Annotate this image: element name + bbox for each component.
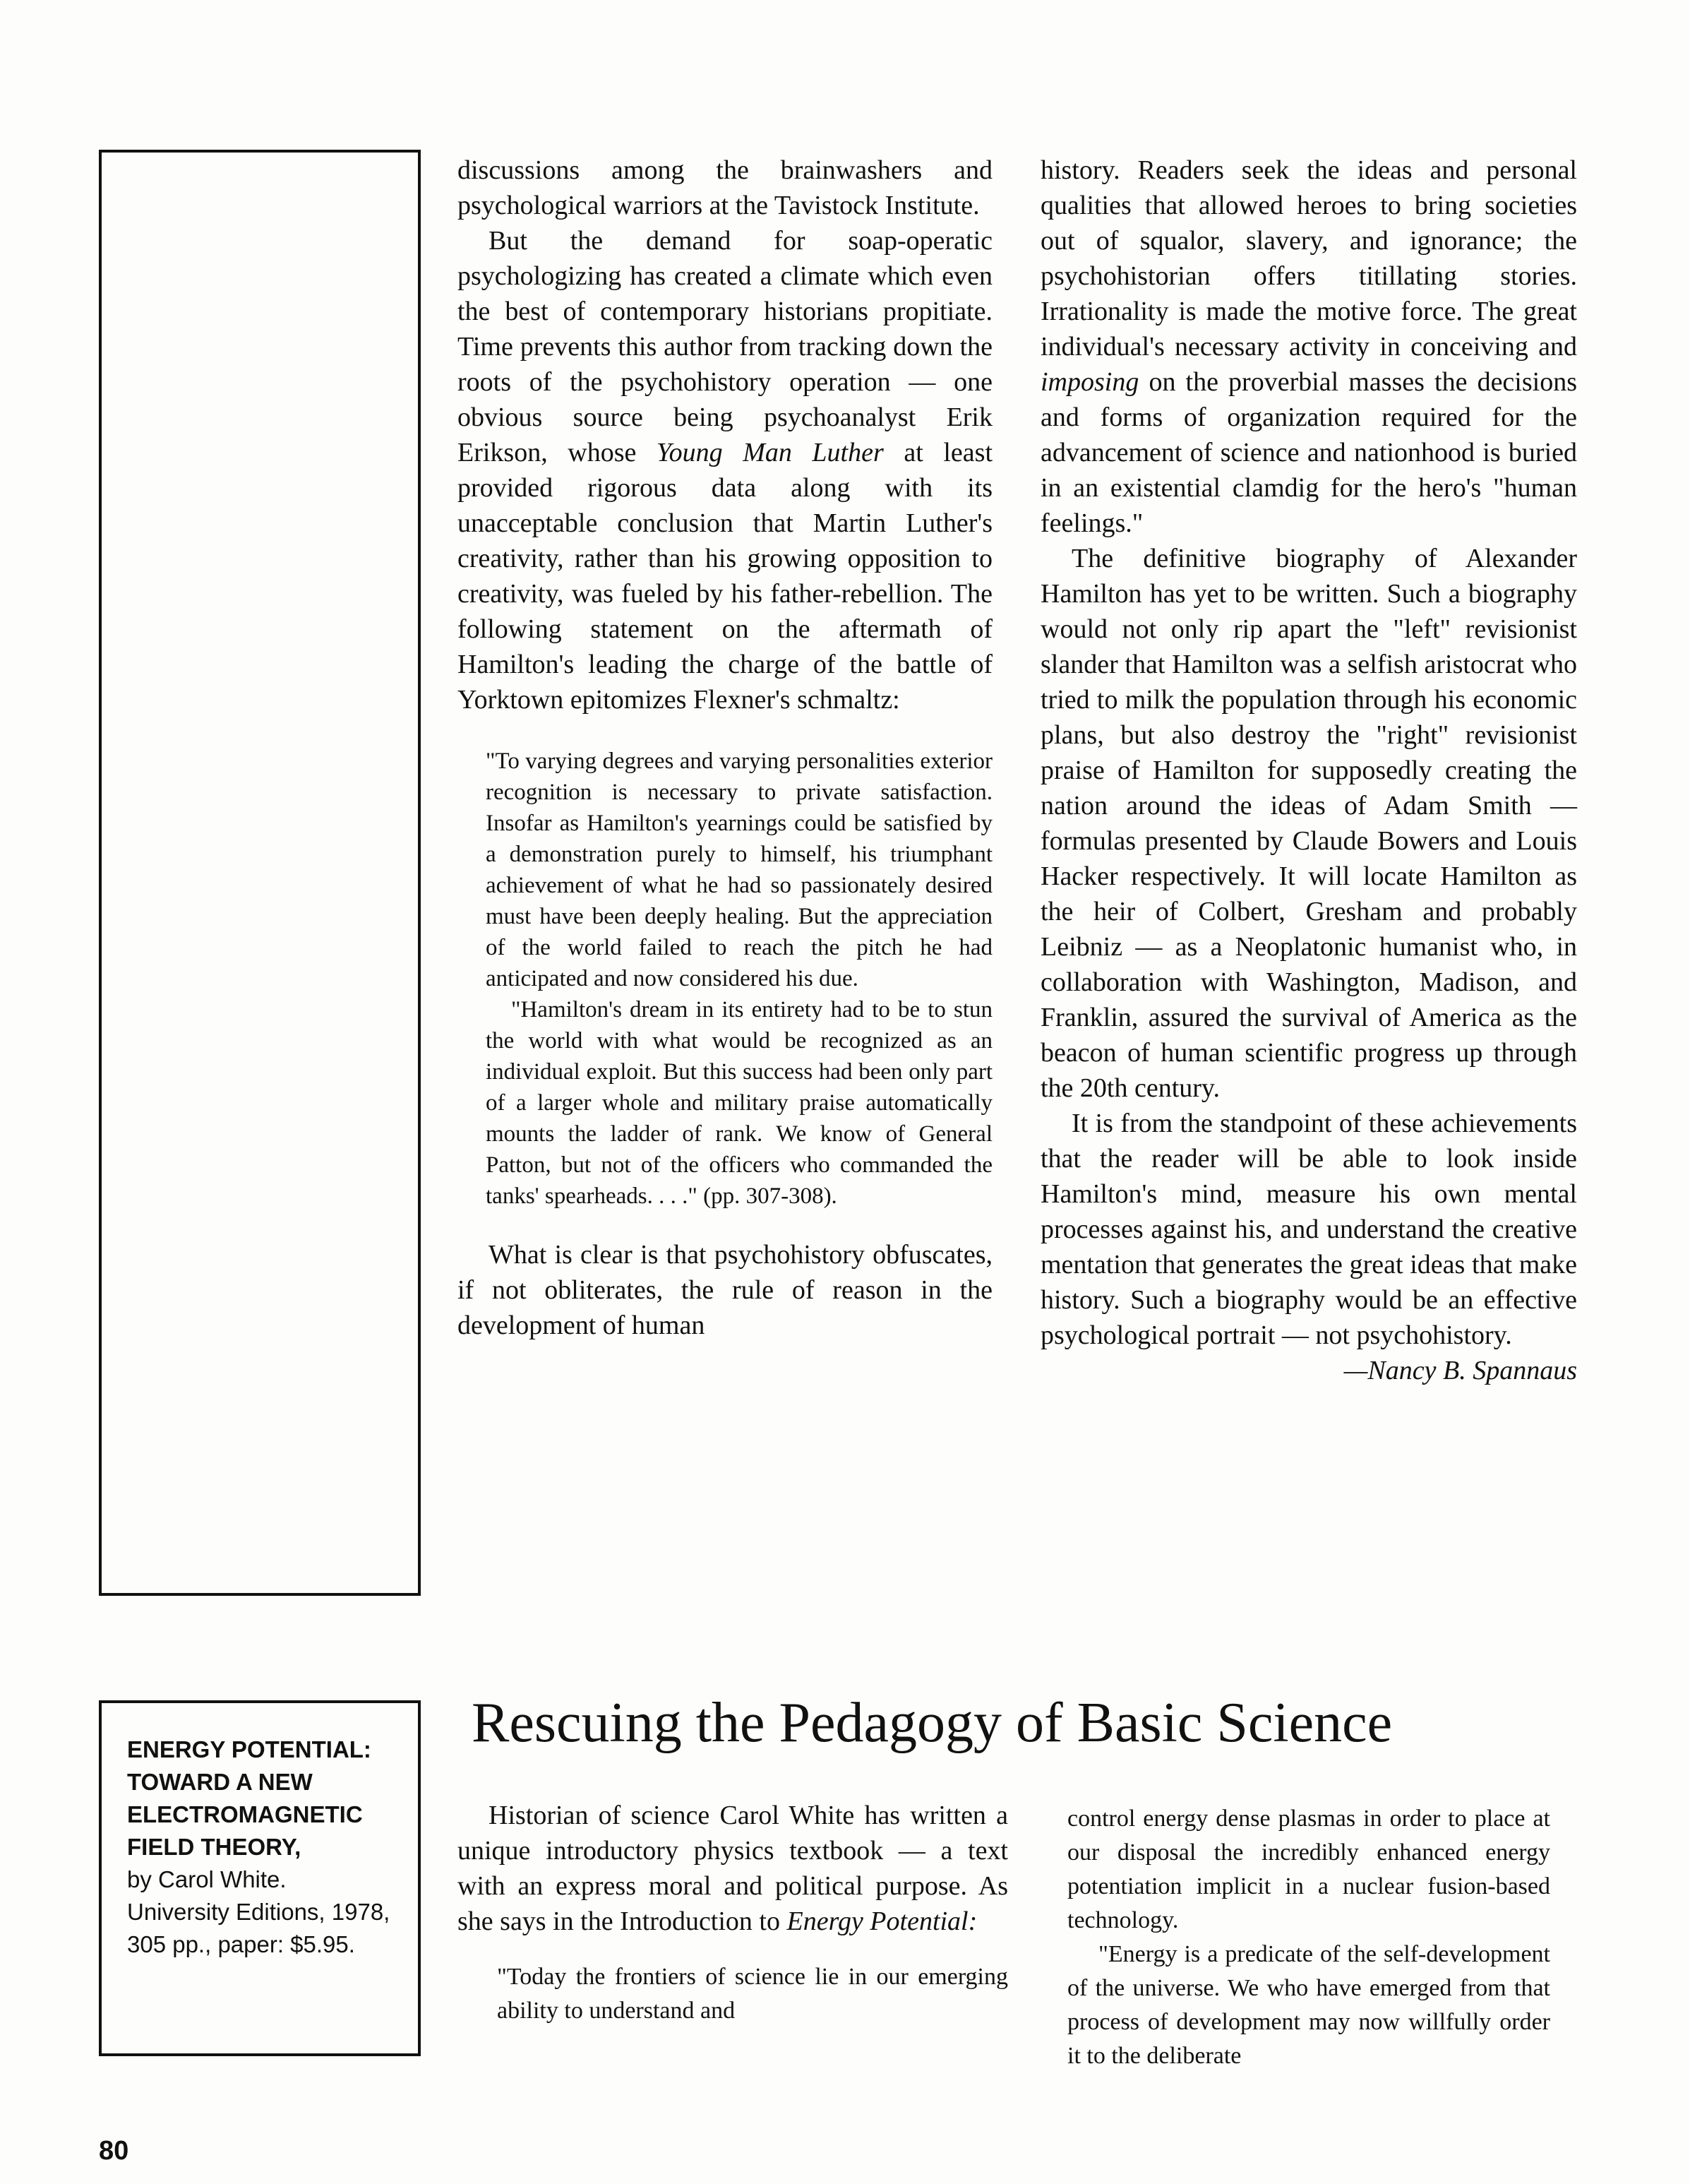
block-quote xyxy=(486,746,993,1212)
paragraph: The definitive biography of Alexander Hamilton has yet to be written. Such a biography would not only rip apart the "left" revisionist slander that Hamilton was a selfish aristocrat who tried to milk the population through his economic plans, but also destroy the "right" revisionist praise of Hamilton for supposedly creating the nation around the ideas of Adam Smith — formulas presented by Claude Bowers and Louis Hacker respectively. It will locate Hamilton as the heir of Colbert, Gresham and probably Leibniz — as a Neoplatonic humanist who, in collaboration with Washington, Madison, and Franklin, assured the survival of America as the beacon of human scientific progress up through the 20th century. xyxy=(1041,544,1577,1103)
book-info xyxy=(127,1734,409,1961)
paragraph: discussions among the brainwashers and psychological warriors at the Tavistock Institute. xyxy=(457,155,993,220)
book-title: ENERGY POTENTIAL: TOWARD A NEW ELECTROMAGNETIC FIELD THEORY, xyxy=(127,1736,371,1860)
book-publication: University Editions, 1978, 305 pp., paper: $5.95. xyxy=(127,1899,390,1957)
author-signature: —Nancy B. Spannaus xyxy=(1343,1356,1577,1385)
page-number: 80 xyxy=(99,2136,129,2166)
paragraph: What is clear is that psychohistory obfuscates, if not obliterates, the rule of reason in the development of human xyxy=(457,1240,993,1340)
quote-paragraph: "Hamilton's dream in its entirety had to be to stun the world with what would be recognized as an individual exploit. But this success had been only part of a larger whole and military praise automatically mounts the ladder of rank. We know of General Patton, but not of the officers who commanded the tanks' spearheads. . . ." (pp. 307-308). xyxy=(486,997,993,1209)
lower-column-2 xyxy=(1067,1802,1550,2073)
paragraph: Historian of science Carol White has written a unique introductory physics textbook — a text with an express moral and political purpose. As she says in the Introduction to Energy Potential: xyxy=(457,1801,1008,1936)
book-author: by Carol White. xyxy=(127,1866,287,1892)
quote-paragraph: "Today the frontiers of science lie in our emerging ability to understand and xyxy=(497,1964,1008,2024)
paragraph: It is from the standpoint of these achievements that the reader will be able to look inside Hamilton's mind, measure his own mental processes against his, and understand the creative mentation that generates the great ideas that make history. Such a biography would be an effective psychological portrait — not psychohistory. xyxy=(1041,1109,1577,1350)
upper-column-2 xyxy=(1041,153,1577,1388)
article-headline: Rescuing the Pedagogy of Basic Science xyxy=(472,1692,1393,1754)
lower-column-1 xyxy=(457,1798,1008,2028)
paragraph: control energy dense plasmas in order to place at our disposal the incredibly enhanced energy potentiation implicit in a nuclear fusion-based technology. xyxy=(1067,1806,1550,1933)
paragraph: "Energy is a predicate of the self-development of the universe. We who have emerged from that process of development may now willfully order it to the deliberate xyxy=(1067,1941,1550,2069)
paragraph: history. Readers seek the ideas and personal qualities that allowed heroes to bring societies out of squalor, slavery, and ignorance; the psychohistorian offers titillating stories. Irrationality is made the motive force. The great individual's necessary activity in conceiving and imposing on the proverbial masses the decisions and forms of organization required for the advancement of science and nationhood is buried in an existential clamdig for the hero's "human feelings." xyxy=(1041,155,1577,538)
upper-column-1 xyxy=(457,153,993,1343)
quote-paragraph: "To varying degrees and varying personalities exterior recognition is necessary to private satisfaction. Insofar as Hamilton's yearnings could be satisfied by a demonstration purely to himself, his triumphant achievement of what he had so passionately desired must have been deeply healing. But the appreciation of the world failed to reach the pitch he had anticipated and now considered his due. xyxy=(486,748,993,991)
paragraph: But the demand for soap-operatic psychologizing has created a climate which even the best of contemporary historians propitiate. Time prevents this author from tracking down the roots of the psychohistory operation — one obvious source being psychoanalyst Erik Erikson, whose Young Man Luther at least provided rigorous data along with its unacceptable conclusion that Martin Luther's creativity, rather than his growing opposition to creativity, was fueled by his father-rebellion. The following statement on the aftermath of Hamilton's leading the charge of the battle of Yorktown epitomizes Flexner's schmaltz: xyxy=(457,226,993,715)
upper-left-box xyxy=(99,150,421,1596)
